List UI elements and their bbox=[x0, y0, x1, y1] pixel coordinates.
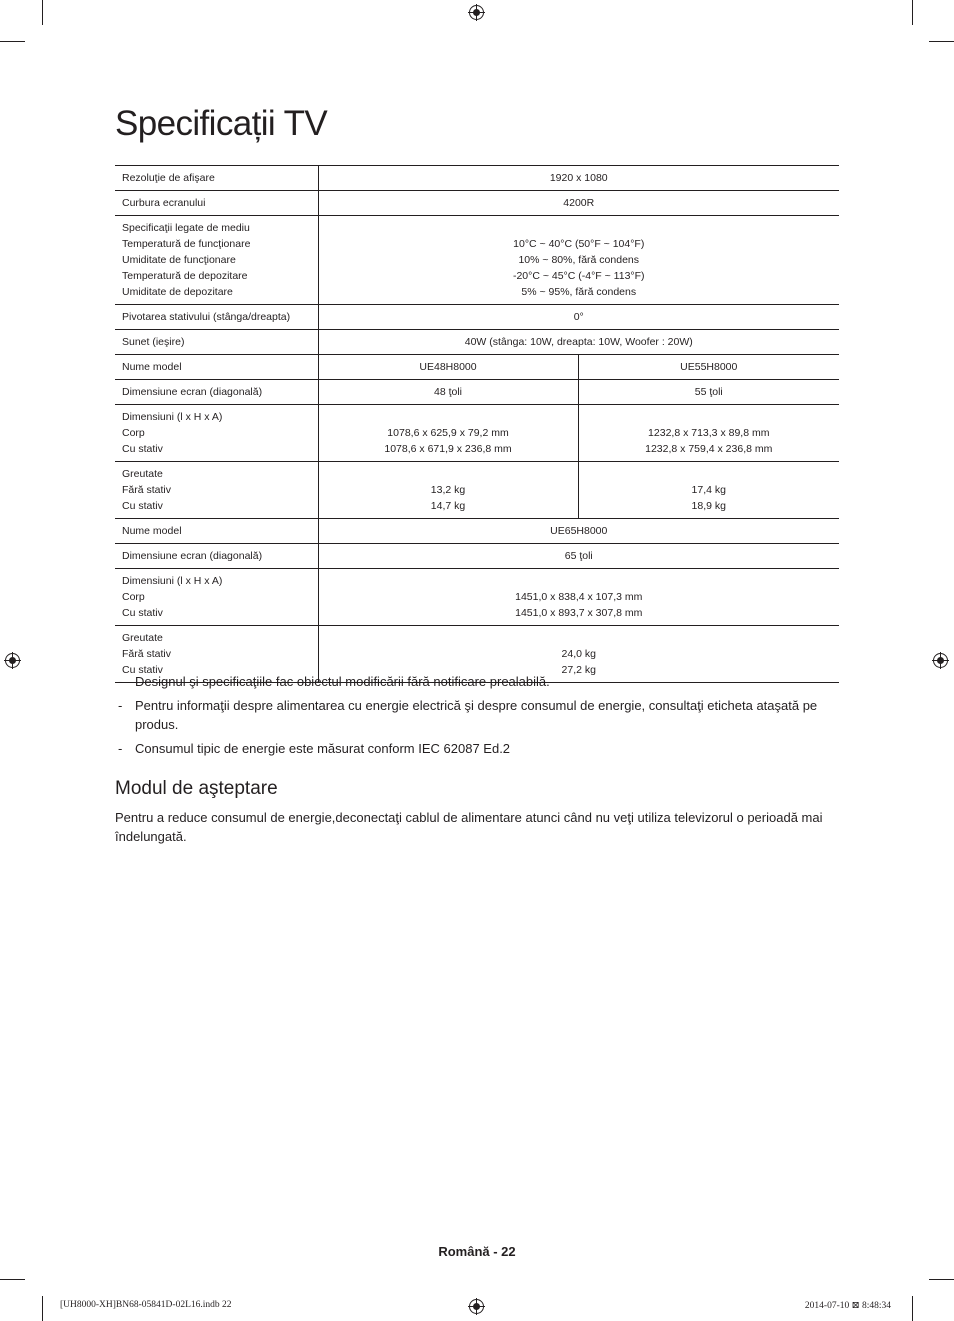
spec-value-line: UE55H8000 bbox=[680, 361, 738, 373]
spec-value-line: 10% ~ 80%, fără condens bbox=[518, 254, 640, 266]
note-text: Designul şi specificaţiile fac obiectul modificării fără notificare prealabilă. bbox=[135, 674, 550, 689]
spec-value bbox=[318, 330, 839, 355]
spec-value-line: 48 ţoli bbox=[433, 386, 463, 398]
spec-row bbox=[115, 380, 839, 405]
spec-value bbox=[318, 216, 839, 305]
spec-label bbox=[115, 569, 318, 626]
spec-value-line: 1078,6 x 671,9 x 236,8 mm bbox=[384, 443, 512, 455]
spec-row bbox=[115, 330, 839, 355]
spec-value-line: 55 ţoli bbox=[694, 386, 723, 398]
standby-text: Pentru a reduce consumul de energie,deconectaţi cablul de alimentare atunci când nu veţi utiliza televizorul o perioadă mai îndelungată. bbox=[115, 810, 823, 844]
spec-table-body bbox=[115, 166, 839, 683]
spec-label-line: Temperatură de depozitare bbox=[122, 270, 248, 282]
spec-label bbox=[115, 519, 318, 544]
spec-table bbox=[115, 165, 839, 683]
spec-value-line: 27,2 kg bbox=[561, 664, 596, 676]
spec-value-line: 5% ~ 95%, fără condens bbox=[521, 286, 637, 298]
registration-mark-icon bbox=[468, 4, 485, 21]
spec-label-line: Pivotarea stativului (stânga/dreapta) bbox=[122, 311, 291, 323]
note-dash: - bbox=[118, 741, 123, 756]
print-slug-date: 2014-07-10 ⊠ 8:48:34 bbox=[804, 1301, 891, 1311]
spec-value-line: 0° bbox=[573, 311, 584, 323]
spec-label bbox=[115, 355, 318, 380]
print-slug-file: [UH8000-XH]BN68-05841D-02L16.indb 22 bbox=[60, 1300, 232, 1310]
note-item bbox=[115, 739, 839, 758]
spec-label-line: Dimensiune ecran (diagonală) bbox=[122, 386, 263, 398]
spec-label-line: Fără stativ bbox=[122, 648, 172, 660]
spec-value-line: 17,4 kg bbox=[691, 484, 726, 496]
note-text: Consumul tipic de energie este măsurat conform IEC 62087 Ed.2 bbox=[135, 741, 511, 756]
spec-value-line: 1451,0 x 893,7 x 307,8 mm bbox=[515, 607, 643, 619]
registration-mark-icon bbox=[468, 1298, 485, 1315]
spec-label-line: Greutate bbox=[122, 632, 163, 644]
spec-label bbox=[115, 191, 318, 216]
spec-value-line: 1920 x 1080 bbox=[549, 172, 608, 184]
spec-row bbox=[115, 305, 839, 330]
spec-label bbox=[115, 380, 318, 405]
spec-label-line: Corp bbox=[122, 427, 145, 439]
crop-mark bbox=[0, 41, 25, 42]
standby-heading: Modul de aşteptare bbox=[115, 778, 278, 799]
spec-label bbox=[115, 544, 318, 569]
spec-label-line: Fără stativ bbox=[122, 484, 172, 496]
spec-value bbox=[318, 305, 839, 330]
note-text: Pentru informaţii despre alimentarea cu energie electrică şi despre consumul de energie, consultaţi eticheta ataşată pe produs. bbox=[135, 698, 818, 732]
spec-label-line: Temperatură de funcţionare bbox=[122, 238, 251, 250]
spec-label bbox=[115, 462, 318, 519]
spec-label-line: Cu stativ bbox=[122, 500, 163, 512]
spec-value-line: 10°C ~ 40°C (50°F ~ 104°F) bbox=[513, 238, 645, 250]
spec-label-line: Dimensiuni (l x H x A) bbox=[122, 411, 223, 423]
spec-row bbox=[115, 519, 839, 544]
spec-label bbox=[115, 216, 318, 305]
spec-label bbox=[115, 166, 318, 191]
spec-label-line: Cu stativ bbox=[122, 443, 163, 455]
spec-value bbox=[578, 355, 839, 380]
spec-row bbox=[115, 355, 839, 380]
crop-mark bbox=[912, 0, 913, 25]
spec-value-line: 18,9 kg bbox=[691, 500, 726, 512]
spec-value-line: -20°C ~ 45°C (-4°F ~ 113°F) bbox=[512, 270, 645, 282]
spec-value bbox=[318, 405, 578, 462]
spec-label-line: Specificaţii legate de mediu bbox=[122, 222, 250, 234]
spec-label-line: Nume model bbox=[122, 361, 182, 373]
spec-value-line: UE48H8000 bbox=[419, 361, 477, 373]
spec-value bbox=[318, 166, 839, 191]
crop-mark bbox=[42, 0, 43, 25]
page-title: Specificații TV bbox=[115, 104, 328, 143]
spec-row bbox=[115, 405, 839, 462]
spec-value-line: 40W (stânga: 10W, dreapta: 10W, Woofer : 20W) bbox=[464, 336, 693, 348]
spec-value bbox=[578, 380, 839, 405]
spec-row bbox=[115, 191, 839, 216]
spec-label-line: Greutate bbox=[122, 468, 163, 480]
note-item bbox=[115, 696, 839, 734]
spec-value bbox=[318, 355, 578, 380]
spec-value bbox=[318, 519, 839, 544]
spec-row bbox=[115, 216, 839, 305]
spec-row bbox=[115, 569, 839, 626]
spec-label-line: Rezoluţie de afişare bbox=[122, 172, 215, 184]
spec-value bbox=[318, 191, 839, 216]
note-dash: - bbox=[118, 674, 123, 689]
spec-value bbox=[318, 569, 839, 626]
spec-label-line: Dimensiune ecran (diagonală) bbox=[122, 550, 263, 562]
spec-value-line: 14,7 kg bbox=[430, 500, 466, 512]
spec-label-line: Curbura ecranului bbox=[122, 197, 206, 209]
spec-label bbox=[115, 330, 318, 355]
crop-mark bbox=[42, 1296, 43, 1321]
page-number: Română - 22 bbox=[438, 1244, 516, 1259]
spec-row bbox=[115, 166, 839, 191]
spec-value-line: 1078,6 x 625,9 x 79,2 mm bbox=[387, 427, 509, 439]
spec-value-line: 65 ţoli bbox=[564, 550, 593, 562]
spec-label-line: Nume model bbox=[122, 525, 182, 537]
note-dash: - bbox=[118, 698, 123, 713]
spec-value bbox=[578, 405, 839, 462]
spec-row bbox=[115, 544, 839, 569]
spec-value bbox=[318, 380, 578, 405]
crop-mark bbox=[929, 41, 954, 42]
crop-mark bbox=[0, 1279, 25, 1280]
crop-mark bbox=[929, 1279, 954, 1280]
registration-mark-icon bbox=[4, 652, 21, 669]
spec-label bbox=[115, 305, 318, 330]
spec-label-line: Sunet (ieşire) bbox=[122, 336, 185, 348]
spec-label-line: Cu stativ bbox=[122, 607, 163, 619]
spec-row bbox=[115, 462, 839, 519]
spec-value-line: 1451,0 x 838,4 x 107,3 mm bbox=[515, 591, 643, 603]
note-item bbox=[115, 672, 839, 691]
spec-value-line: 24,0 kg bbox=[561, 648, 596, 660]
spec-label bbox=[115, 405, 318, 462]
spec-label-line: Umiditate de funcţionare bbox=[122, 254, 236, 266]
spec-value bbox=[578, 462, 839, 519]
spec-label-line: Dimensiuni (l x H x A) bbox=[122, 575, 223, 587]
spec-value bbox=[318, 544, 839, 569]
crop-mark bbox=[912, 1296, 913, 1321]
spec-label-line: Corp bbox=[122, 591, 145, 603]
spec-value-line: 1232,8 x 759,4 x 236,8 mm bbox=[645, 443, 773, 455]
spec-label-line: Umiditate de depozitare bbox=[122, 286, 233, 298]
spec-value-line: UE65H8000 bbox=[550, 525, 608, 537]
spec-label-line: Cu stativ bbox=[122, 664, 163, 676]
spec-value-line: 4200R bbox=[563, 197, 595, 209]
registration-mark-icon bbox=[932, 652, 949, 669]
spec-value-line: 13,2 kg bbox=[430, 484, 466, 496]
spec-value-line: 1232,8 x 713,3 x 89,8 mm bbox=[648, 427, 770, 439]
spec-value bbox=[318, 462, 578, 519]
notes-list bbox=[115, 672, 839, 763]
